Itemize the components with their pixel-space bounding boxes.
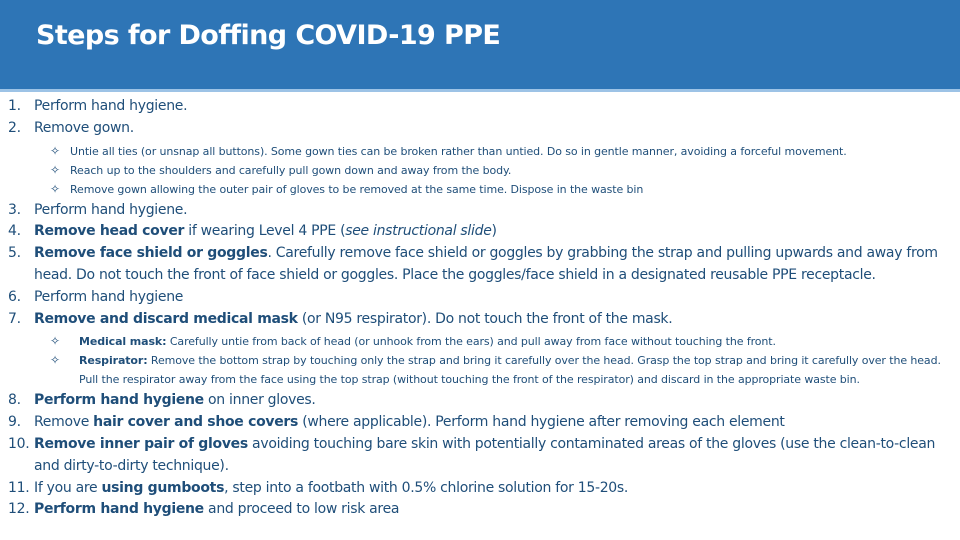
substep	[42, 180, 948, 199]
step-12	[8, 499, 948, 521]
step-7	[8, 309, 948, 331]
title-banner	[0, 0, 960, 92]
text-segment: Perform hand hygiene.	[34, 98, 188, 114]
diamond-bullet-icon: ✧	[50, 334, 60, 349]
text-segment: Remove inner pair of gloves	[34, 435, 248, 452]
text-segment: Medical mask:	[79, 335, 167, 349]
text-segment: (where applicable). Perform hand hygiene after removing each element	[298, 414, 785, 431]
step-number: 3.	[8, 201, 21, 218]
diamond-bullet-icon: ✧	[50, 162, 60, 177]
page-title: Steps for Doffing COVID-19 PPE	[36, 20, 501, 51]
text-segment: Carefully untie from back of head (or unhook from the ears) and pull away from face without touching the front.	[166, 335, 776, 349]
step-number: 11.	[8, 479, 30, 496]
step-number: 1.	[8, 98, 21, 114]
step-10	[8, 434, 948, 478]
substep	[42, 332, 948, 351]
text-segment: if wearing Level 4 PPE (	[184, 223, 346, 240]
mask-substeps	[8, 332, 948, 389]
step-6	[8, 287, 948, 309]
text-segment: Remove the bottom strap by touching only the strap and bring it carefully over the head. Grasp the top strap and bring it carefully over the head. Pull the respirator away from the face using the top strap (without touching the front of the respirator) and discard in the appropriate waste bin.	[79, 354, 941, 387]
text-segment: , step into a footbath with 0.5% chlorine solution for 15-20s.	[224, 479, 629, 496]
step-5	[8, 243, 948, 287]
text-segment: Perform hand hygiene	[34, 501, 204, 518]
doffing-steps	[8, 96, 948, 521]
substep	[42, 142, 948, 161]
text-segment: Perform hand hygiene.	[34, 201, 188, 218]
text-segment: avoiding touching bare skin with potentially contaminated areas of the gloves (use the clean-to-clean and dirty-to-dirty technique).	[34, 435, 936, 474]
step-number: 6.	[8, 288, 21, 305]
diamond-bullet-icon: ✧	[50, 353, 60, 368]
text-segment: Remove gown allowing the outer pair of gloves to be removed at the same time. Dispose in the waste bin	[70, 182, 644, 196]
text-segment: Perform hand hygiene	[34, 392, 204, 409]
text-segment: Reach up to the shoulders and carefully pull gown down and away from the body.	[70, 163, 512, 177]
text-segment: Remove face shield or goggles	[34, 245, 268, 262]
step-11	[8, 478, 948, 500]
text-segment: Remove and discard medical mask	[34, 310, 298, 327]
text-segment: Untie all ties (or unsnap all buttons). Some gown ties can be broken rather than untied. Do so in gentle manner, avoiding a forceful movement.	[70, 144, 847, 158]
step-3	[8, 200, 948, 222]
text-segment: and proceed to low risk area	[203, 501, 400, 518]
step-number: 2.	[8, 119, 21, 136]
text-segment: see instructional slide	[345, 223, 492, 240]
step-number: 7.	[8, 310, 21, 327]
step-number: 4.	[8, 223, 21, 240]
text-segment: Remove gown.	[34, 119, 134, 136]
step-2	[8, 118, 948, 140]
text-segment: Respirator:	[79, 354, 148, 368]
step-9	[8, 412, 948, 434]
step-8	[8, 390, 948, 412]
text-segment: Remove	[34, 414, 94, 431]
text-segment: . Carefully remove face shield or goggles by grabbing the strap and pulling upwards and away from head. Do not touch the front of face shield or goggles. Place the goggles/face shield in a designated reusable PPE receptacle.	[34, 245, 938, 283]
text-segment: )	[491, 223, 497, 240]
step-number: 10.	[8, 435, 30, 452]
diamond-bullet-icon: ✧	[50, 181, 60, 196]
text-segment: on inner gloves.	[203, 392, 316, 409]
substep	[42, 351, 948, 389]
text-segment: hair cover and shoe covers	[93, 414, 299, 431]
step-number: 12.	[8, 501, 30, 518]
text-segment: Remove head cover	[34, 223, 185, 240]
substep	[42, 161, 948, 180]
step-number: 5.	[8, 245, 21, 262]
text-segment: (or N95 respirator). Do not touch the front of the mask.	[297, 310, 673, 327]
text-segment: If you are	[34, 479, 102, 496]
step-number: 9.	[8, 414, 21, 431]
text-segment: using gumboots	[101, 479, 225, 496]
gown-substeps	[8, 142, 948, 199]
text-segment: Perform hand hygiene	[34, 288, 184, 305]
step-number: 8.	[8, 392, 21, 409]
step-4	[8, 221, 948, 243]
step-1	[8, 96, 948, 118]
diamond-bullet-icon: ✧	[50, 143, 60, 158]
